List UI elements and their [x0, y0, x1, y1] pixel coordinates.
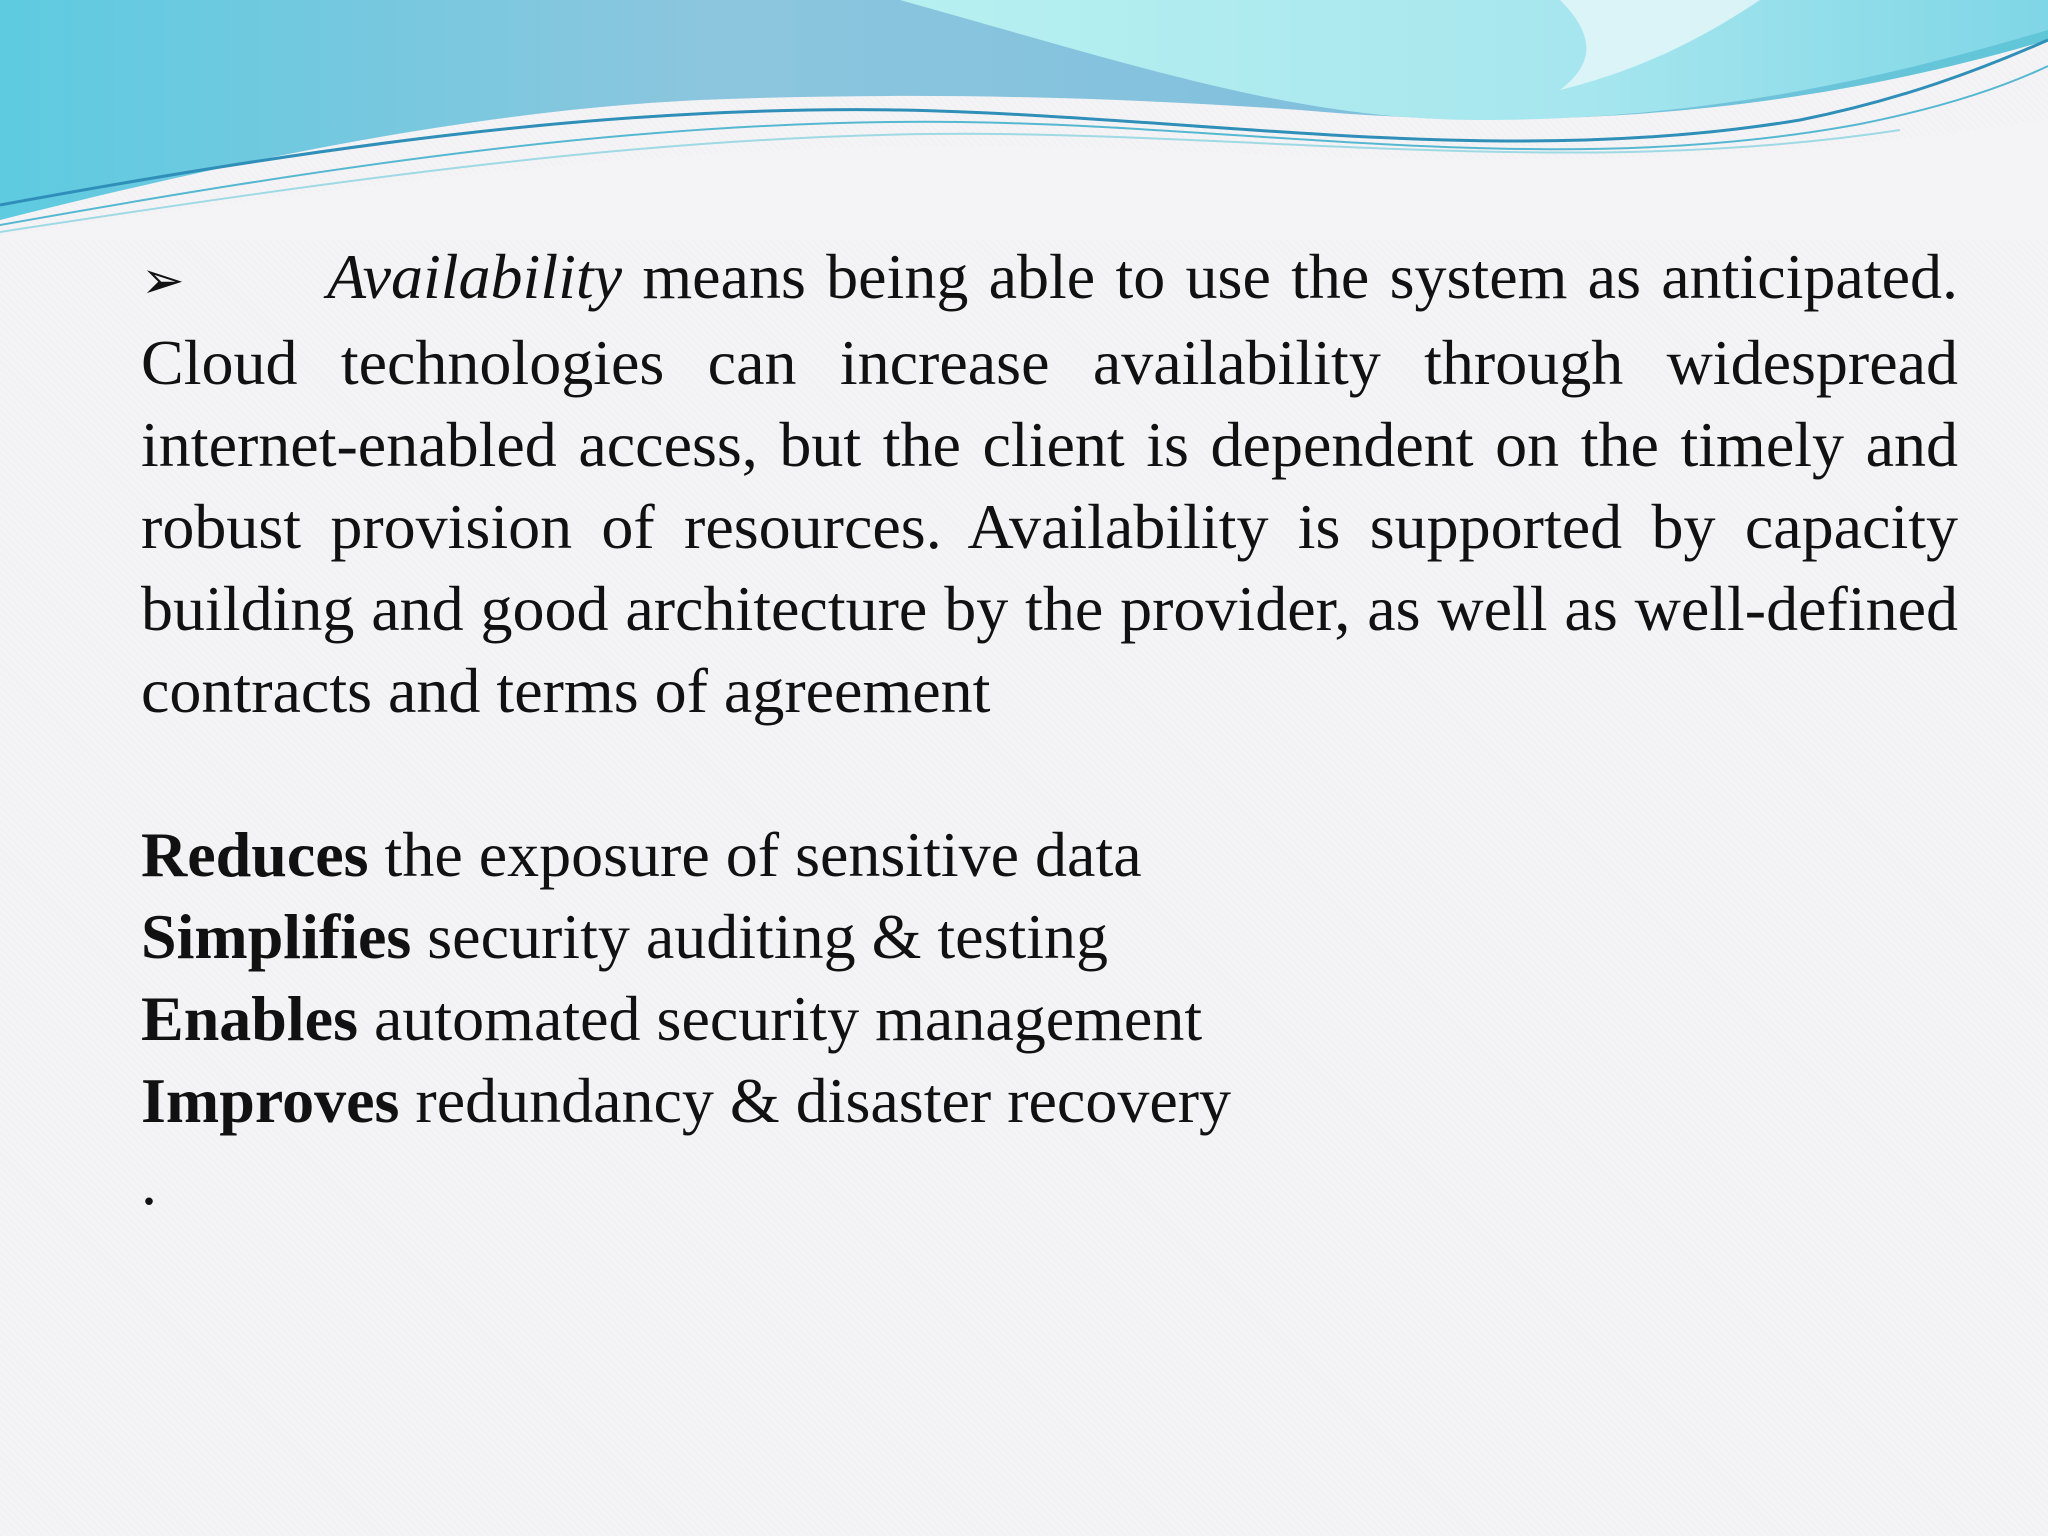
benefit-item — [141, 1060, 1958, 1142]
slide-content — [141, 236, 1958, 1224]
benefit-item — [141, 814, 1958, 896]
benefit-text: the exposure of sensitive data — [368, 819, 1142, 890]
benefit-text: security auditing & testing — [411, 901, 1109, 972]
benefits-list — [141, 814, 1958, 1224]
benefit-item — [141, 978, 1958, 1060]
availability-definition: means being able to use the system as anticipated. Cloud technologies can increase availability through widespread internet-enabled access, but the client is dependent on the timely and robust provision of resources. Availability is supported by capacity building and good architecture by the provider, as well as well-defined contracts and terms of agreement — [141, 241, 1958, 726]
benefit-verb: Improves — [141, 1065, 400, 1136]
availability-term: Availability — [327, 241, 623, 312]
benefit-verb: Simplifies — [141, 901, 412, 972]
benefit-text: automated security management — [357, 983, 1203, 1054]
benefit-verb: Reduces — [141, 819, 369, 890]
benefit-text: redundancy & disaster recovery — [399, 1065, 1232, 1136]
availability-paragraph — [141, 236, 1958, 732]
benefit-verb: Enables — [141, 983, 358, 1054]
arrow-bullet-icon: ➢ — [141, 251, 185, 311]
wave-header-decoration — [0, 0, 2048, 240]
benefit-item — [141, 896, 1958, 978]
trailing-mark: . — [141, 1147, 157, 1218]
